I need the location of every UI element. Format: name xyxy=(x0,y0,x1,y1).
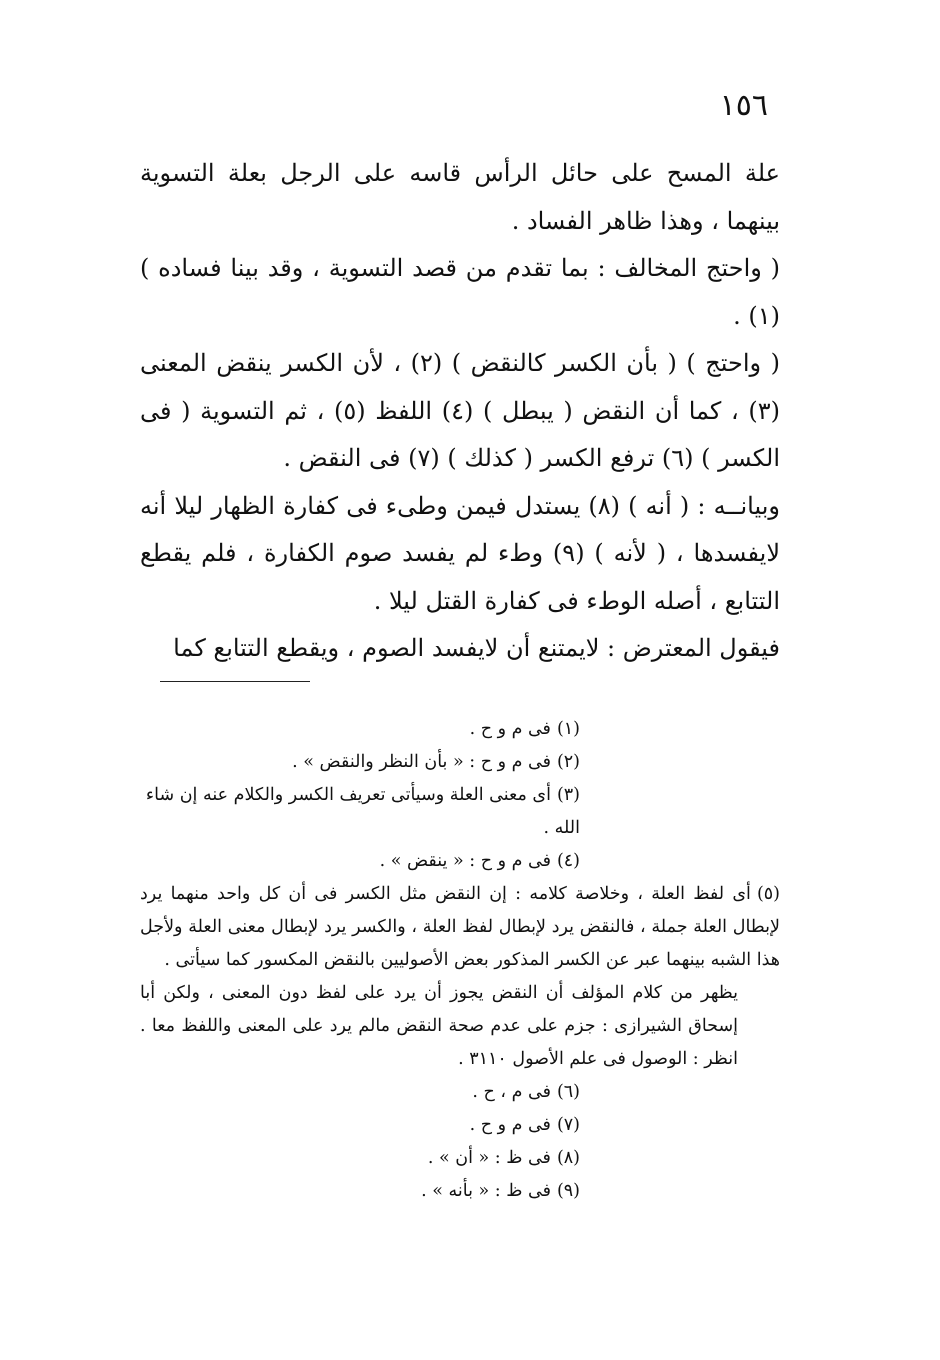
footnote-number: (٣) xyxy=(556,785,580,805)
footnote-text: فى م و ح . xyxy=(469,719,551,739)
footnote-text: أى معنى العلة وسيأتى تعريف الكسر والكلام عنه إن شاء الله . xyxy=(145,785,580,838)
footnote xyxy=(140,746,780,779)
footnote-number: (٤) xyxy=(556,851,580,871)
footnote xyxy=(140,1109,780,1142)
footnote-text: فى ظ : « أن » . xyxy=(427,1148,551,1168)
paragraph: فيقول المعترض : لايمتنع أن لايفسد الصوم ، ويقطع التتابع كما xyxy=(173,634,780,662)
footnote xyxy=(140,1076,780,1109)
footnote-text: فى م و ح . xyxy=(469,1115,551,1135)
main-text xyxy=(140,150,780,673)
footnote-text: فى م و ح : « بأن النظر والنقض » . xyxy=(292,752,551,772)
footnote-text: يظهر من كلام المؤلف أن النقض يجوز أن يرد على لفظ دون المعنى ، ولكن أبا إسحاق الشيرازى : جزم على عدم صحة النقض مالم يرد على المعنى واللفظ معا . انظر : الوصول فى علم الأصول ٣١١٠ . xyxy=(140,983,738,1069)
footnote-continuation xyxy=(140,977,780,1076)
footnote-number: (٥) xyxy=(756,884,780,904)
footnote-number: (٨) xyxy=(556,1148,580,1168)
footnotes xyxy=(140,713,780,1208)
footnote-number: (٧) xyxy=(556,1115,580,1135)
paragraph: وبيانــه : ( أنه ) (٨) يستدل فيمن وطىء فى كفارة الظهار ليلا أنه لايفسدها ، ( لأنه ) (٩) وطء لم يفسد صوم الكفارة ، فلم يقطع التتابع ، أصله الوطء فى كفارة القتل ليلا . xyxy=(140,491,781,615)
footnote-number: (١) xyxy=(556,719,580,739)
footnote xyxy=(140,779,780,845)
footnote-divider xyxy=(160,681,310,682)
footnote xyxy=(140,878,780,977)
paragraph: ( واحتج المخالف : بما تقدم من قصد التسوية ، وقد بينا فساده ) (١) . xyxy=(140,254,781,330)
footnote xyxy=(140,845,780,878)
footnote-number: (٢) xyxy=(556,752,580,772)
footnote-text: فى ظ : « بأنه » . xyxy=(421,1181,551,1201)
footnote xyxy=(140,713,780,746)
page-number: ١٥٦ xyxy=(719,88,768,123)
footnote xyxy=(140,1175,780,1208)
footnote-text: فى م ، ح . xyxy=(472,1082,551,1102)
footnote-text: فى م و ح : « ينقض » . xyxy=(379,851,551,871)
paragraph: علة المسح على حائل الرأس قاسه على الرجل بعلة التسوية بينهما ، وهذا ظاهر الفساد . xyxy=(140,159,780,235)
footnote xyxy=(140,1142,780,1175)
paragraph: ( واحتج ) ( بأن الكسر كالنقض ) (٢) ، لأن الكسر ينقض المعنى (٣) ، كما أن النقض ( يبطل ) (٤) اللفظ (٥) ، ثم التسوية ( فى الكسر ) (٦) ترفع الكسر ( كذلك ) (٧) فى النقض . xyxy=(140,349,781,472)
footnote-number: (٩) xyxy=(556,1181,580,1201)
footnote-number: (٦) xyxy=(556,1082,580,1102)
footnote-text: أى لفظ العلة ، وخلاصة كلامه : إن النقض مثل الكسر فى أن كل واحد منهما يرد لإبطال العلة جملة ، فالنقض يرد لإبطال لفظ العلة ، والكسر يرد لإبطال معنى العلة ولأجل هذا الشبه بينهما عبر عن الكسر المذكور بعض الأصوليين بالنقض المكسور كما سيأتى . xyxy=(140,884,780,970)
